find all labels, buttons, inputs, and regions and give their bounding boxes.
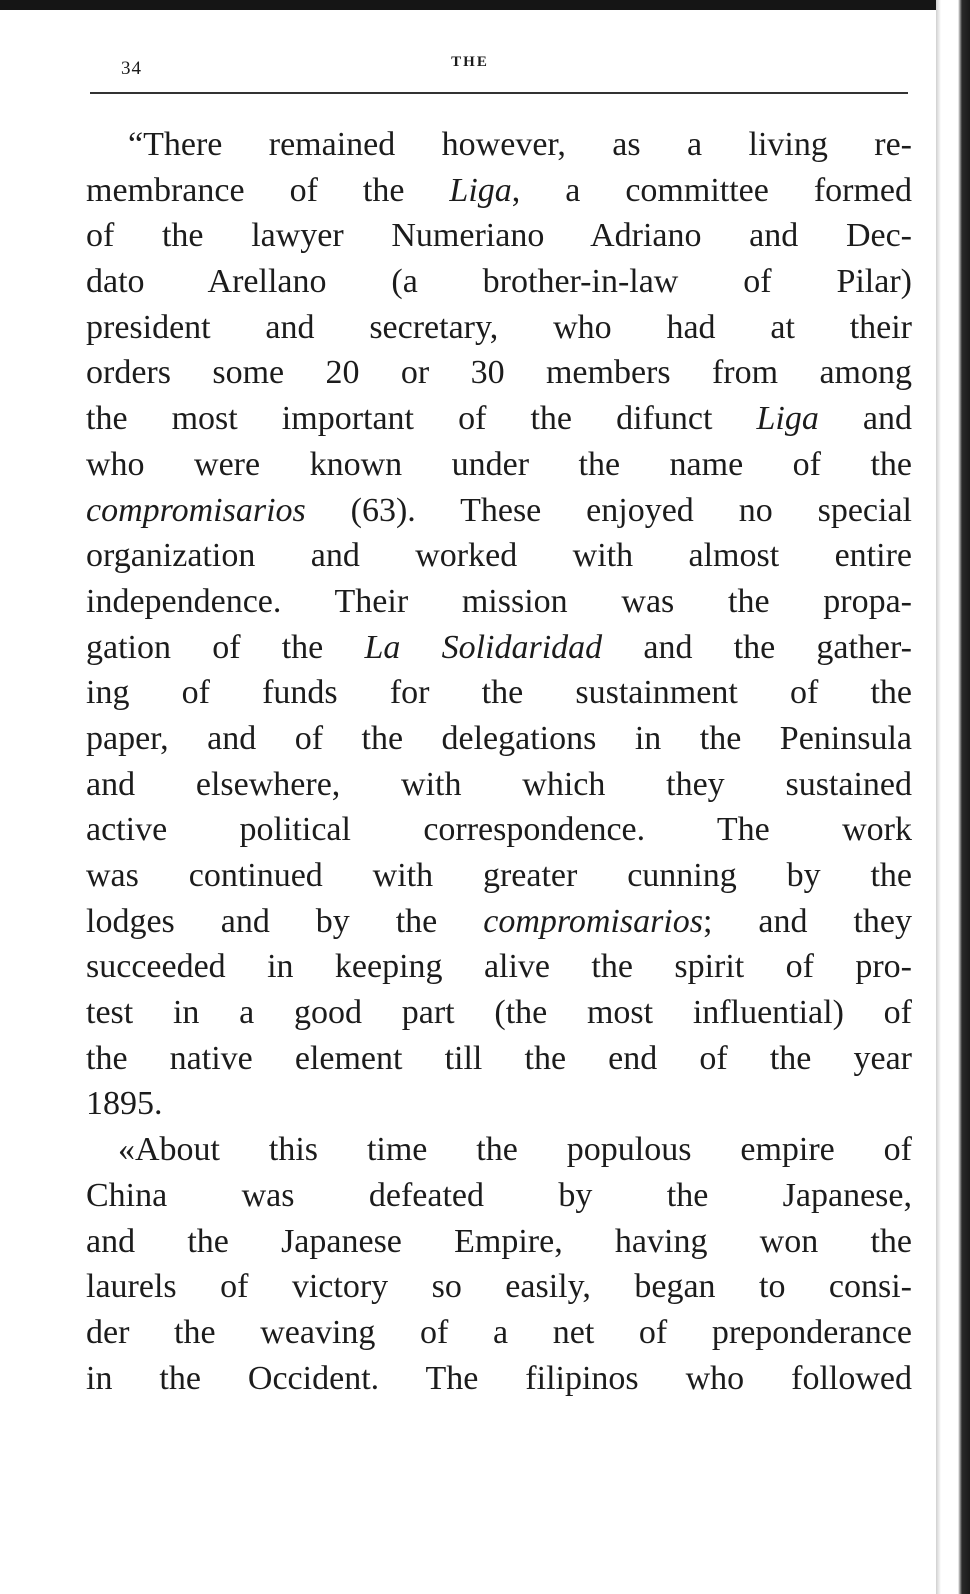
text-line <box>86 350 912 396</box>
text-run: «About this time the populous empire of <box>118 1131 912 1169</box>
text-run: active political correspondence. The work <box>86 811 912 849</box>
text-line <box>86 1356 912 1402</box>
text-line <box>86 213 912 259</box>
italic-term: Liga <box>756 400 819 438</box>
text-line <box>86 442 912 488</box>
text-line <box>86 899 912 945</box>
text-run: test in a good part (the most influential) of <box>86 994 912 1032</box>
text-line <box>86 990 912 1036</box>
text-line <box>86 305 912 351</box>
italic-term: compromisarios <box>86 491 306 529</box>
running-head <box>0 54 970 71</box>
text-line <box>86 1173 912 1219</box>
text-line <box>86 1127 912 1173</box>
text-run: who were known under the name of the <box>86 445 912 483</box>
page-number: 34 <box>121 58 142 79</box>
text-run: orders some 20 or 30 members from among <box>86 354 912 392</box>
text-line <box>86 1310 912 1356</box>
text-line <box>86 1219 912 1265</box>
text-run: 1895. <box>86 1085 163 1123</box>
text-run: der the weaving of a net of preponderance <box>86 1313 912 1351</box>
header-rule <box>90 92 908 94</box>
italic-term: La Solidaridad <box>364 628 603 666</box>
text-line <box>86 533 912 579</box>
text-line <box>86 1264 912 1310</box>
text-line <box>86 762 912 808</box>
text-run: the native element till the end of the year <box>86 1039 912 1077</box>
text-run: gation of the <box>86 628 365 666</box>
text-line <box>86 488 912 534</box>
text-run: succeeded in keeping alive the spirit of pro- <box>86 948 912 986</box>
text-run: ; and they <box>703 902 912 940</box>
text-line <box>86 807 912 853</box>
text-run: and elsewhere, with which they sustained <box>86 765 912 803</box>
text-line <box>86 1036 912 1082</box>
text-run: “There remained however, as a living re- <box>128 126 912 163</box>
text-run: and the Japanese Empire, having won the <box>86 1222 912 1260</box>
text-run: president and secretary, who had at their <box>86 308 912 346</box>
text-run: ing of funds for the sustainment of the <box>86 674 912 712</box>
text-run: of the lawyer Numeriano Adriano and Dec- <box>86 217 912 255</box>
text-line <box>86 670 912 716</box>
text-run: lodges and by the <box>86 902 484 940</box>
text-line <box>86 1081 912 1127</box>
text-line <box>86 625 912 671</box>
text-run: independence. Their mission was the propa- <box>86 582 912 620</box>
text-line <box>86 122 912 168</box>
text-line <box>86 168 912 214</box>
text-run: and the gather- <box>602 628 912 666</box>
text-run: dato Arellano (a brother-in-law of Pilar) <box>86 263 912 301</box>
text-run: paper, and of the delegations in the Peninsula <box>86 719 912 757</box>
text-line <box>86 259 912 305</box>
text-run: and <box>818 400 912 438</box>
text-line <box>86 396 912 442</box>
text-line <box>86 716 912 762</box>
text-run: membrance of the <box>86 171 450 209</box>
text-line <box>86 579 912 625</box>
text-run: organization and worked with almost entire <box>86 537 912 575</box>
text-run: laurels of victory so easily, began to consi- <box>86 1268 912 1306</box>
body-text <box>86 122 912 1401</box>
page-right-edge <box>936 0 970 1594</box>
running-head-title: THE <box>451 54 489 70</box>
text-run: China was defeated by the Japanese, <box>86 1176 912 1214</box>
italic-term: compromisarios <box>483 902 703 940</box>
text-line <box>86 944 912 990</box>
italic-term: Liga <box>449 171 512 209</box>
text-run: , a committee formed <box>511 171 913 209</box>
text-run: in the Occident. The filipinos who followed <box>86 1359 912 1397</box>
text-run: was continued with greater cunning by the <box>86 857 912 894</box>
text-line <box>86 853 912 899</box>
page-top-edge <box>0 0 970 10</box>
text-run: the most important of the difunct <box>86 400 757 438</box>
text-run: (63). These enjoyed no special <box>305 491 912 529</box>
